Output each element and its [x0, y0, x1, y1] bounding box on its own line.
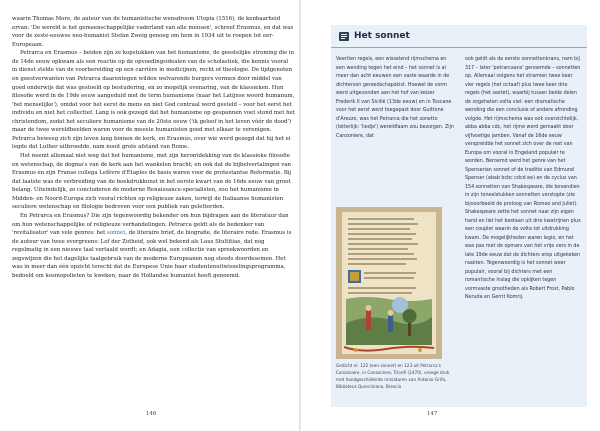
paragraph-4: En Petrarca en Erasmus? Die zijn tegenwoordig bekender om hun bijdragen aan de literatuur dan om hun wetenschappelijke of religieuze verhandelingen. Petrarca geldt als de bedenker van 'revitalisator' van vele genres: het sonnet, de literaire brief, de biografie, de literaire rede. Erasmus is de auteur van twee evergreens: Lof der Zotheid, ook wel bekend als Laus Stultitiae, dat nog regelmatig in een nieuwe taal vertaald wordt; en Adagia, een collectie van spreekwoorden en zegswijzen die het dagelijks taalgebruik van de moderne Europeanen nog steeds doordesemen. Het was in meer dan één opzicht terecht dat de Europese Unie haar studentenuitwisselingsprogramma, bedoeld om kosmopolieten te kweken, naar de Hollandse humanist heeft genoemd.	[12, 212, 292, 279]
paragraph-1: waarin Thomas More, de auteur van de humanistische wensdroom Utopia (1516), de kenbaarheid ervan: 'De wereld is het gemeenschappelijke vaderland van alle mensen', schreef Erasmus, en dat was voor de zeste-eeuwse neo-humanist Stefan Zweig genoeg om hem in 1934 uit te roepen tot eer-Europeaan.	[12, 16, 294, 48]
page-number-left: 146	[146, 411, 157, 417]
body-text	[12, 15, 295, 280]
sonnet-sidebar	[331, 25, 587, 407]
sidebar-text-right: ook geldt als de eerste sonnettenkrans, nam bij 317 – later 'petrarcaans' genoemde – sonnetten op. Allemaal volgens het stramien twee keer vier regels (het octaaf) plus twee keer drie regels (het sextet), waarbij tussen beide delen de zogeheten volta viel: een dramatische wending die een conclusie of andere afronding volgde. Het rijmschema was ook overzichtelijk, abba abba cdc, het rijme werd gemaakt door vijfvoetige jamben. Vanaf de 16de eeuw verspreidde het sonnet zich over de rest van Europa om vooral in Engeland populair te worden. Beroemd werd het genre van het Spenserian sonnet of de traditie van Edmund Spenser (abab bcbc cdcd ee) en de cyclus van 154 sonnetten van Shakespeare, die bovendien in zijn toneelstukken sonnetten verstopte (zie bijvoorbeeld de proloog van Romeo and Juliet). Shakespeare zette het sonnet naar zijn eigen hand en liet het bestaan uit drie kwatrijnen plus een couplet waarin de volta tot uitdrukking kwam. De mogelijkheden waren legio, en het was pas met de opmars van het vrije vers in de late 19de eeuw dat de dichters erop uitgekeken raakten. Tegenwoordig is het sonnet weer populair, vooral bij dichters met een romantische inslag die opkijken tegen vormvaste grootheden als Robert Frost, Pablo Neruda en Gerrit Komrij.	[465, 57, 581, 300]
page-number-right: 147	[427, 411, 438, 417]
sidebar-column-left	[336, 56, 454, 141]
sidebar-title: Het sonnet	[354, 31, 410, 41]
highlighted-term: sonnet	[107, 230, 126, 237]
manuscript-image	[336, 207, 442, 359]
sidebar-text-left: Veertien regels, een wisselend rijmschema en een wending tegen het eind – het sonnet is al meer dan acht eeuwen een vaste waarde in de dichterson gereedschapskist. Hoewel de vorm werd uitgevonden aan het hof van keizer Frederik II van Sicilië (13de eeuw) en in Toscane voor het eerst werd toegepast door Guittone d'Arezzo, was het Petrarca die het sonetto (letterlijk: 'liedje') wereldfaam zou bezorgen. Zijn Canzoniere, dat	[336, 57, 455, 139]
paragraph-3: Het neemt allemaal niet weg dat het humanisme, met zijn herontdekking van de klassieke filosofie en wetenschap, de dogma's van de kerk aan het wankelen bracht; en ook dat de bijbelvertalingen van Erasmus en zijn Franse collega Lefèvre d'Étaples de basis waren voor de protestantse Reformatie. Bij dat laatste was de verbreiding van de boekdrukkunst in het eerste kwart van de 16de eeuw van groot belang. Uiteindelijk, zo concluderen de moderne Renaissance-specialisten, zou het humanisme in Midden- en Noord-Europa zich vooral richten op religieuze zaken, terwijl de Italiaanse humanisten seculiere wetenschap en filologie bedreven voor een publiek van geletterden.	[12, 153, 292, 211]
book-icon	[339, 32, 349, 41]
paragraph-2: Petrarca en Erasmus – beiden zijn ze kopstukken van het humanisme, de geestelijke stroming die in de 14de eeuw opkwam als een reactie op de opvoedingsidealen van de scholastiek, die kennis vooral in dienst stelde van de voorbereiding op een carrière in medicijnen, recht of theologie. De tijdgenoten en geestverwanten van Petrarca daarentegen wilden welvarende burgers vormen door middel van goed onderwijs dat was gestoeld op bestudering, en zo mogelijk evenaring, van de klassieken. Hun filosofie werd in de 19de eeuw aangeduid met de term humanisme (naar het Latijnse woord humanum, 'het menselijke'), omdat voor het eerst de mens en niet God centraal werd gesteld – voor het eerst het individu en niet het collectief. Lang is ook gezegd dat het humanisme op gespannen voet stond met het christendom, zodat het seculiere humanisme van de 20ste eeuw ('ik geloof in het leven vóór de dood') maar de twee wereldbeelden waren voor de meeste humanisten goed met elkaar te verenigen. Petrarca beweeg zich zijn leven lang binnen de kerk, en Erasmus, over wie werd gezegd dat hij het ei legde dat Luther uitbroedde, nam nooit grote afstand van Rome.	[12, 50, 295, 151]
sidebar-header	[331, 25, 587, 48]
sidebar-column-right	[465, 56, 583, 303]
image-caption: Gedicht nr. 122 (een sonnet) en 123 uit Petrarca's Canzoniere, in Canzoniere, Trionfi (1470), vroege druk met handgeschilderde miniaturen van Antonio Grifo, Biblioteca Querciniana, Brescia	[336, 363, 450, 389]
manuscript-illustration	[336, 207, 442, 359]
left-page	[0, 0, 299, 431]
right-page	[301, 0, 600, 431]
